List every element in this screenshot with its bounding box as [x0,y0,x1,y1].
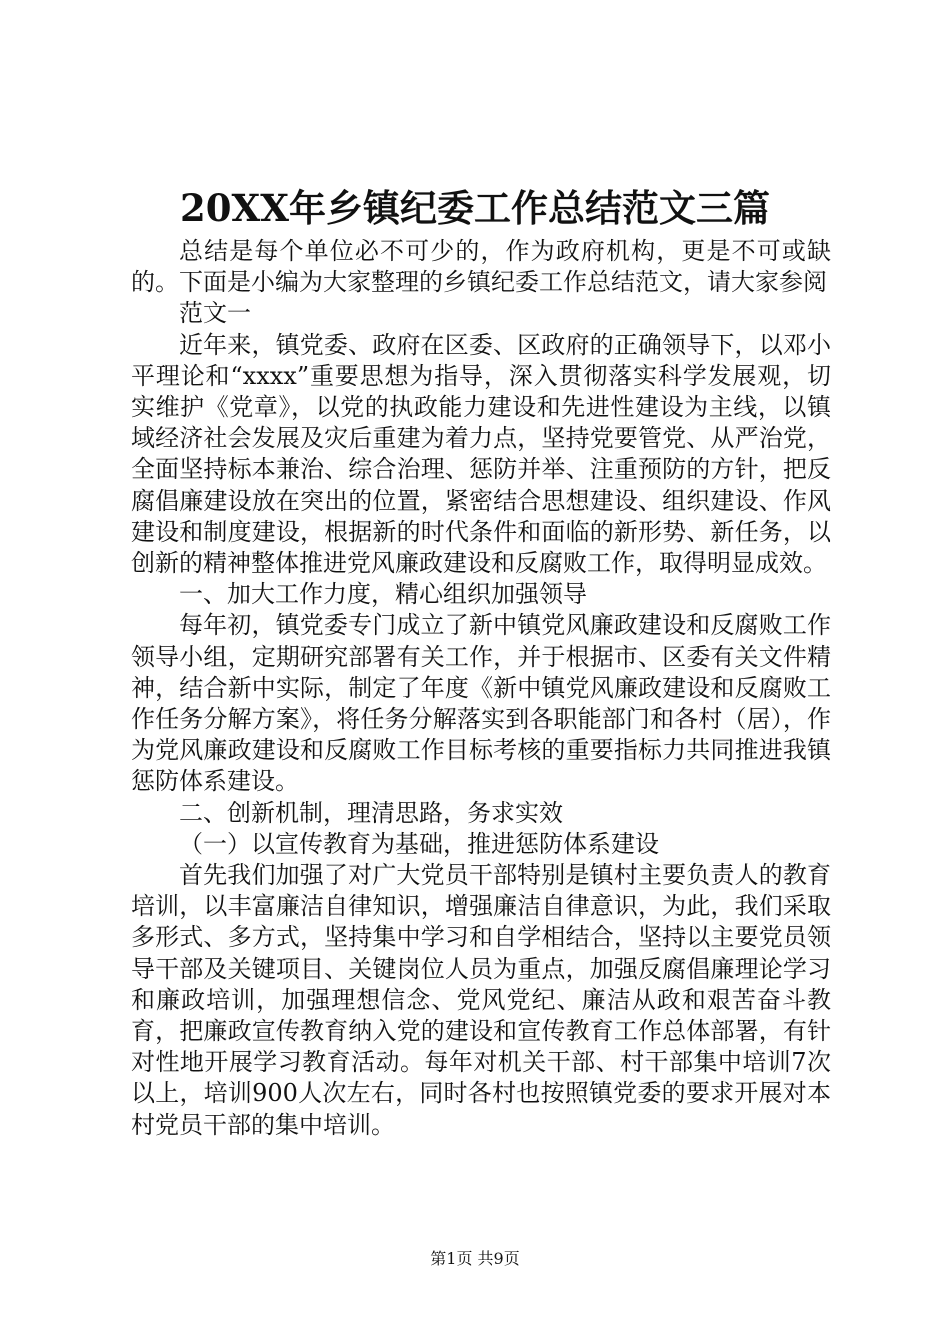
section-heading-sample-one: 范文一 [179,299,251,328]
section-heading: 一、加大工作力度，精心组织加强领导 [179,580,587,609]
subsection-heading: （一）以宣传教育为基础，推进惩防体系建设 [179,829,659,858]
intro-paragraph: 总结是每个单位必不可少的，作为政府机构，更是不可或缺的。下面是小编为大家整理的乡镇纪委工作总结范文，请大家参阅 [131,237,831,297]
page-number-footer: 第1页 共9页 [430,1249,520,1268]
body-paragraph: 每年初，镇党委专门成立了新中镇党风廉政建设和反腐败工作领导小组，定期研究部署有关工作，并于根据市、区委有关文件精神，结合新中实际，制定了年度《新中镇党风廉政建设和反腐败工作任务分解方案》，将任务分解落实到各职能部门和各村（居），作为党风廉政建设和反腐败工作目标考核的重要指标力共同推进我镇惩防体系建设。 [131,611,831,796]
body-paragraph: 首先我们加强了对广大党员干部特别是镇村主要负责人的教育培训，以丰富廉洁自律知识，增强廉洁自律意识，为此，我们采取多形式、多方式，坚持集中学习和自学相结合，坚持以主要党员领导干部及关键项目、关键岗位人员为重点，加强反腐倡廉理论学习和廉政培训，加强理想信念、党风党纪、廉洁从政和艰苦奋斗教育，把廉政宣传教育纳入党的建设和宣传教育工作总体部署，有针对性地开展学习教育活动。每年对机关干部、村干部集中培训7次以上，培训900人次左右，同时各村也按照镇党委的要求开展对本村党员干部的集中培训。 [131,861,831,1139]
document-body [131,236,831,1141]
body-paragraph: 近年来，镇党委、政府在区委、区政府的正确领导下，以邓小平理论和“xxxx”重要思想为指导，深入贯彻落实科学发展观，切实维护《党章》，以党的执政能力建设和先进性建设为主线，以镇域经济社会发展及灾后重建为着力点，坚持党要管党、从严治党，全面坚持标本兼治、综合治理、惩防并举、注重预防的方针，把反腐倡廉建设放在突出的位置，紧密结合思想建设、组织建设、作风建设和制度建设，根据新的时代条件和面临的新形势、新任务，以创新的精神整体推进党风廉政建设和反腐败工作，取得明显成效。 [131,330,831,578]
document-title: 20XX年乡镇纪委工作总结范文三篇 [180,186,770,230]
section-heading: 二、创新机制，理清思路，务求实效 [179,798,563,827]
